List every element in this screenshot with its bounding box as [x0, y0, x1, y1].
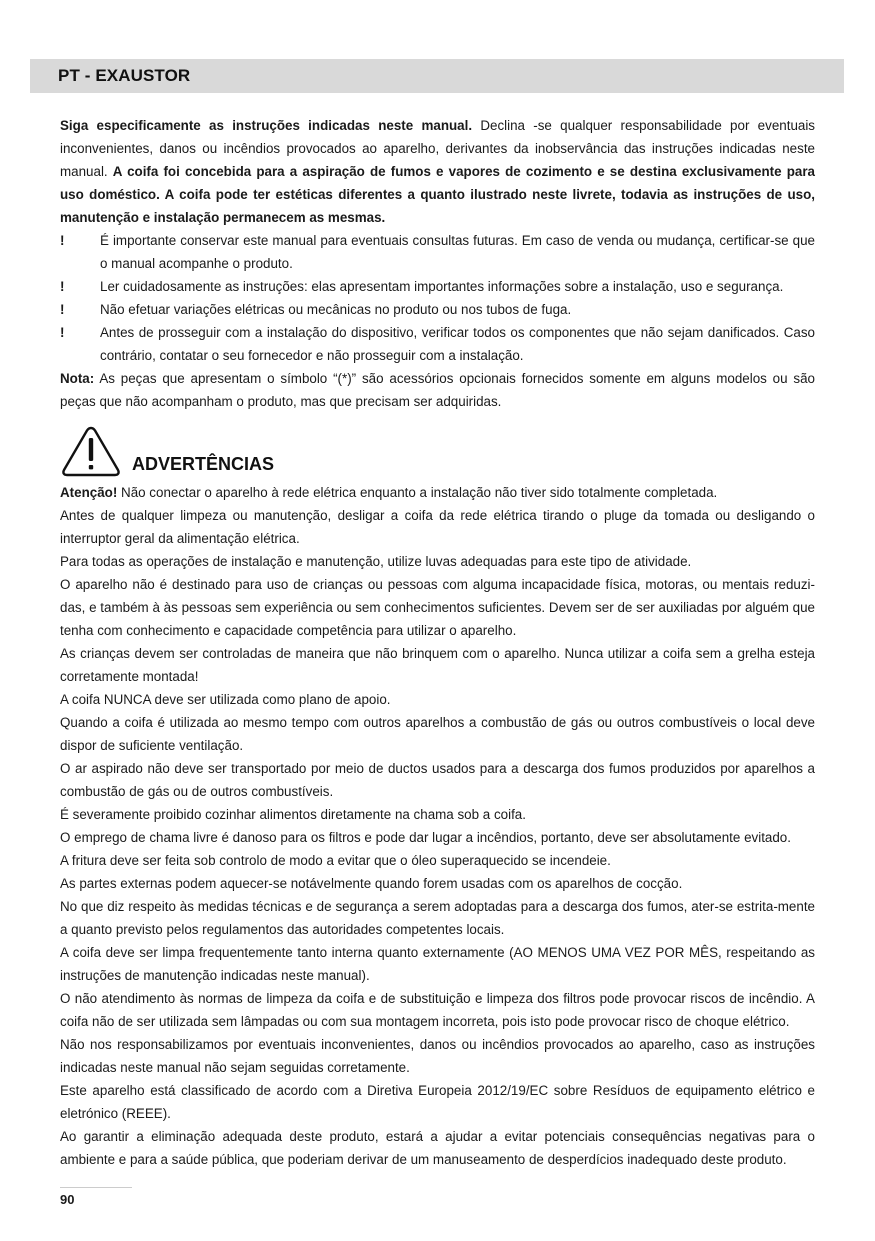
warning-paragraph: Para todas as operações de instalação e manutenção, utilize luvas adequadas para este tipo de atividade.: [60, 554, 692, 569]
bullet-text: Não efetuar variações elétricas ou mecânicas no produto ou nos tubos de fuga.: [100, 302, 572, 317]
note-label: Nota:: [60, 371, 95, 386]
warning-paragraph: Antes de qualquer limpeza ou manutenção, desligar a coifa da rede elétrica tirando o pluge da tomada ou desligando o interruptor geral da alimentação elétrica.: [60, 508, 815, 546]
attention-label: Atenção!: [60, 485, 118, 500]
warning-paragraph: O aparelho não é destinado para uso de crianças ou pessoas com alguma incapacidade física, motoras, ou mentais reduzi-das, e também à às pessoas sem experiência ou sem conhecimentos suficientes. Devem ser de ser auxiliadas por alguém que tenha com conhecimento e capacidade competência para utilizar o aparelho.: [60, 577, 815, 638]
warning-paragraph: Não nos responsabilizamos por eventuais inconvenientes, danos ou incêndios provocados ao aparelho, caso as instruções indicadas neste manual não sejam seguidas corretamente.: [60, 1037, 815, 1075]
warning-paragraph: O não atendimento às normas de limpeza da coifa e de substituição e limpeza dos filtros pode provocar riscos de incêndio. A coifa não de ser utilizada sem lâmpadas ou com sua montagem incorreta, pois isto pode provocar risco de choque elétrico.: [60, 991, 815, 1029]
warning-paragraph: Quando a coifa é utilizada ao mesmo tempo com outros aparelhos a combustão de gás ou outros combustíveis o local deve dispor de suficiente ventilação.: [60, 715, 815, 753]
exclamation-mark: !: [60, 325, 65, 340]
warning-triangle-icon: [60, 425, 122, 477]
bullet-text: Ler cuidadosamente as instruções: elas apresentam importantes informações sobre a instalação, uso e segurança.: [100, 279, 784, 294]
warning-paragraph: A fritura deve ser feita sob controlo de modo a evitar que o óleo superaquecido se incendeie.: [60, 853, 611, 868]
footer-rule: [60, 1187, 132, 1188]
bullet-text: É importante conservar este manual para eventuais consultas futuras. Em caso de venda ou mudança, certificar-se que o manual acompanhe o produto.: [100, 233, 815, 271]
warning-paragraph: Este aparelho está classificado de acordo com a Diretiva Europeia 2012/19/EC sobre Resíduos de equipamento elétrico e eletrónico (REEE).: [60, 1083, 815, 1121]
intro-lead-text: Declina -se qualquer responsabilidade por eventuais inconvenientes, danos ou incêndios provocados ao aparelho, derivantes da inobservância das instruções indicadas neste manual.: [60, 118, 816, 179]
warning-paragraph: O emprego de chama livre é danoso para os filtros e pode dar lugar a incêndios, portanto, deve ser absolutamente evitado.: [60, 830, 791, 845]
manual-content: [60, 114, 815, 1171]
bullet-item: [60, 321, 815, 367]
warning-paragraph: As partes externas podem aquecer-se notávelmente quando forem usadas com os aparelhos de cocção.: [60, 876, 683, 891]
exclamation-mark: !: [60, 302, 65, 317]
bullet-text: Antes de prosseguir com a instalação do dispositivo, verificar todos os componentes que não sejam danificados. Caso contrário, contatar o seu fornecedor e não prosseguir com a instalação.: [100, 325, 815, 363]
note-text: As peças que apresentam o símbolo “(*)” são acessórios opcionais fornecidos somente em alguns modelos ou são peças que não acompanham o produto, mas que precisam ser adquiridas.: [60, 371, 815, 409]
exclamation-mark: !: [60, 279, 65, 294]
warnings-list: [60, 504, 815, 1171]
section-title: PT - EXAUSTOR: [58, 66, 191, 85]
warnings-heading: [60, 425, 815, 481]
attention-text: Não conectar o aparelho à rede elétrica enquanto a instalação não tiver sido totalmente completada.: [117, 485, 718, 500]
warning-paragraph: O ar aspirado não deve ser transportado por meio de ductos usados para a descarga dos fumos produzidos por aparelhos a combustão de gás ou de outros combustíveis.: [60, 761, 815, 799]
page-number: 90: [60, 1192, 75, 1207]
bullet-list: [60, 229, 815, 367]
exclamation-mark: !: [60, 233, 65, 248]
note-paragraph: [60, 367, 815, 413]
intro-lead-bold: Siga especificamente as instruções indicadas neste manual.: [60, 118, 473, 133]
warning-paragraph: No que diz respeito às medidas técnicas e de segurança a serem adoptadas para a descarga dos fumos, ater-se estrita-mente a quanto previsto pelos regulamentos das autoridades competentes locais.: [60, 899, 815, 937]
warning-paragraph: As crianças devem ser controladas de maneira que não brinquem com o aparelho. Nunca utilizar a coifa sem a grelha esteja corretamente montada!: [60, 646, 815, 684]
warnings-title: ADVERTÊNCIAS: [132, 454, 275, 474]
bullet-item: [60, 275, 815, 298]
warning-paragraph: A coifa NUNCA deve ser utilizada como plano de apoio.: [60, 692, 391, 707]
warning-paragraph: A coifa deve ser limpa frequentemente tanto interna quanto externamente (AO MENOS UMA VEZ POR MÊS, respeitando as instruções de manutenção indicadas neste manual).: [60, 945, 815, 983]
section-header-bar: [30, 59, 844, 93]
intro-bold-text: A coifa foi concebida para a aspiração de fumos e vapores de cozimento e se destina exclusivamente para uso doméstico. A coifa pode ter estéticas diferentes a quanto ilustrado neste livrete, todavia as instruções de uso, manutenção e instalação permanecem as mesmas.: [60, 164, 816, 225]
bullet-item: [60, 229, 815, 275]
warning-paragraph: É severamente proibido cozinhar alimentos diretamente na chama sob a coifa.: [60, 807, 526, 822]
attention-paragraph: [60, 481, 815, 504]
bullet-item: [60, 298, 815, 321]
warning-paragraph: Ao garantir a eliminação adequada deste produto, estará a ajudar a evitar potenciais consequências negativas para o ambiente e para a saúde pública, que poderiam derivar de um manuseamento de desperdícios inadequado deste produto.: [60, 1129, 815, 1167]
intro-paragraph: [60, 114, 815, 229]
